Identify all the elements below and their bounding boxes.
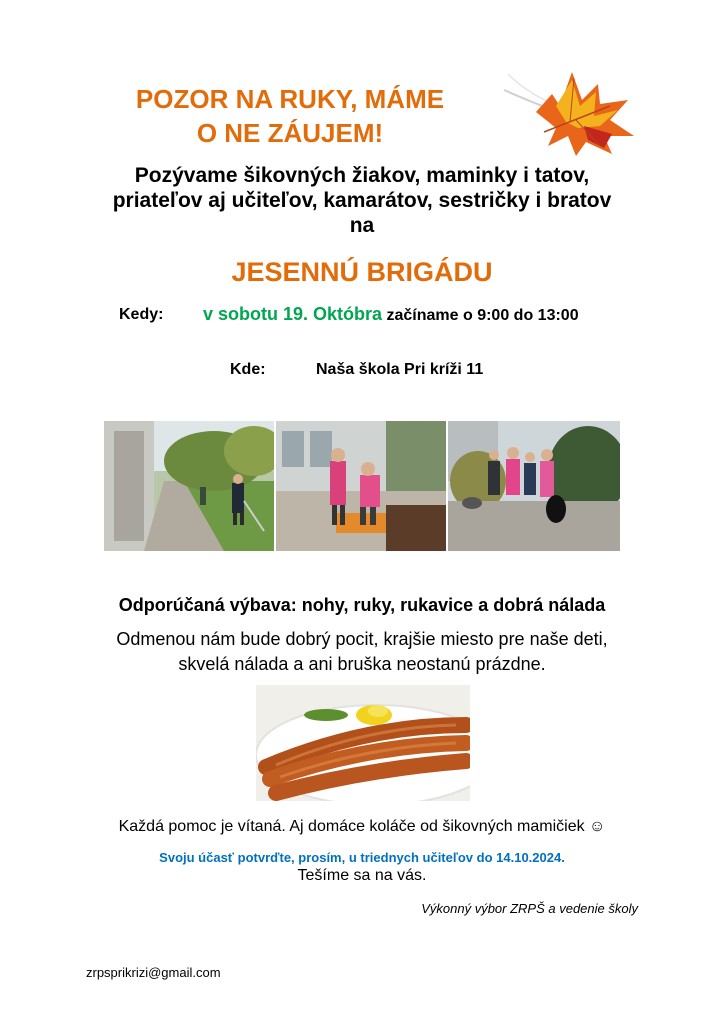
equipment-text: Odporúčaná výbava: nohy, ruky, rukavice a dobrá nálada — [118, 595, 606, 615]
see-you-text: Tešíme sa na vás. — [297, 867, 427, 884]
invitation-text — [40, 163, 684, 238]
sausages-image — [256, 685, 470, 801]
when-line — [203, 304, 579, 325]
signature: Výkonný výbor ZRPŠ a vedenie školy — [421, 901, 638, 916]
brigade-photo-planter — [276, 421, 446, 551]
poster-title — [80, 82, 500, 150]
invite-line-1: Pozývame šikovných žiakov, maminky i tatov, — [134, 164, 590, 187]
reward-line-1: Odmenou nám bude dobrý pocit, krajšie miesto pre naše deti, — [116, 629, 608, 649]
confirm-text: Svoju účasť potvrďte, prosím, u triednych učiteľov do 14.10.2024. — [159, 850, 565, 865]
reward-line-2: skvelá nálada a ani bruška neostanú prázdne. — [178, 654, 546, 674]
where-value: Naša škola Pri kríži 11 — [316, 361, 484, 378]
invite-line-3: na — [349, 214, 375, 237]
autumn-leaf-image — [500, 66, 640, 158]
invite-line-2: priateľov aj učiteľov, kamarátov, sestričky i bratov — [112, 189, 612, 212]
when-time: začíname o 9:00 do 13:00 — [386, 307, 579, 324]
where-label: Kde: — [230, 361, 266, 378]
title-line-2: O NE ZÁUJEM! — [196, 118, 384, 148]
contact-email: zrpsprikrizi@gmail.com — [86, 965, 221, 980]
when-label: Kedy: — [119, 306, 164, 323]
brigade-photo-path — [104, 421, 274, 551]
event-name: JESENNÚ BRIGÁDU — [231, 257, 493, 287]
when-date: v sobotu 19. Októbra — [203, 304, 383, 324]
brigade-photo-group — [448, 421, 620, 551]
title-line-1: POZOR NA RUKY, MÁME — [135, 84, 445, 114]
reward-text — [40, 627, 684, 677]
help-text: Každá pomoc je vítaná. Aj domáce koláče od šikovných mamičiek ☺ — [118, 818, 606, 835]
